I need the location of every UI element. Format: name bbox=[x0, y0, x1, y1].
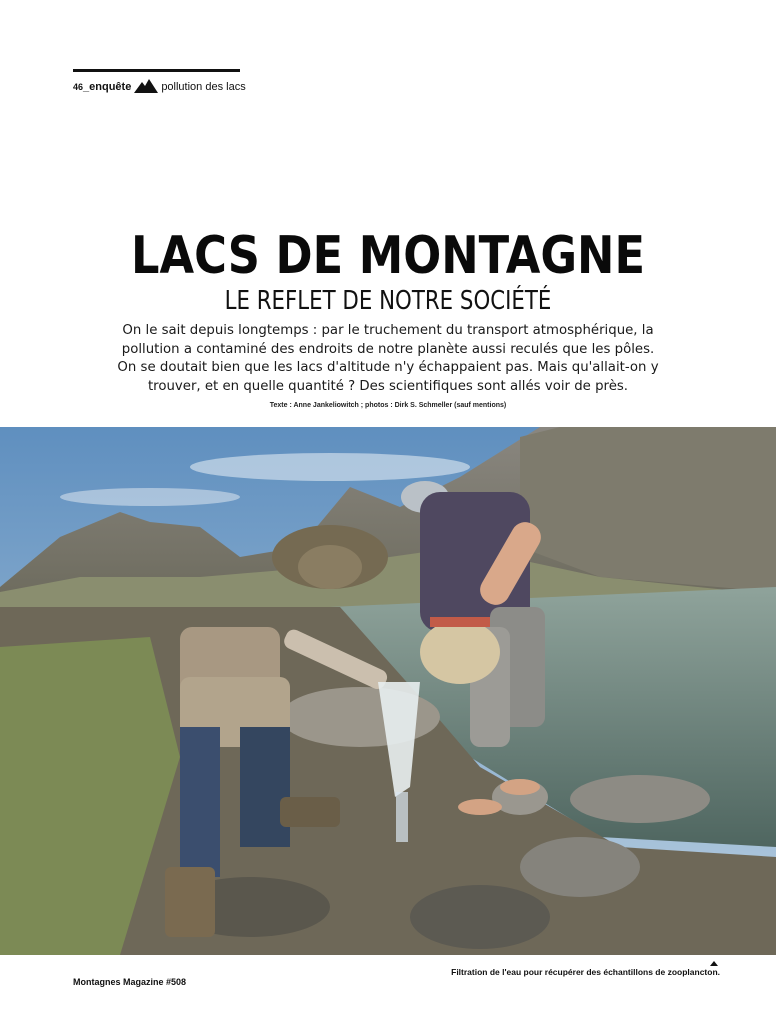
section-topic: pollution des lacs bbox=[161, 81, 246, 93]
magazine-footer: Montagnes Magazine #508 bbox=[73, 977, 187, 987]
mountain-icon bbox=[134, 79, 158, 93]
intro-line: pollution a contaminé des endroits de notre planète aussi reculés que les pôles. bbox=[121, 341, 655, 357]
page-number: 46 bbox=[73, 82, 84, 92]
article-title: LACS DE MONTAGNE bbox=[130, 226, 646, 286]
intro-line: On le sait depuis longtemps : par le truchement du transport atmosphérique, la bbox=[122, 323, 654, 338]
caption-pointer bbox=[710, 961, 718, 966]
article-intro bbox=[100, 322, 676, 396]
section-keyword: _enquête bbox=[83, 81, 132, 93]
photo-caption: Filtration de l'eau pour récupérer des échantillons de zooplancton. bbox=[451, 967, 720, 977]
section-header bbox=[73, 78, 246, 96]
article-subtitle: LE REFLET DE NOTRE SOCIÉTÉ bbox=[224, 286, 552, 316]
lake-photo-illustration bbox=[0, 427, 776, 955]
intro-line: On se doutait bien que les lacs d'altitude n'y échappaient pas. Mais qu'allait-on y bbox=[117, 360, 659, 375]
intro-line: trouver, et en quelle quantité ? Des scientifiques sont allés voir de près. bbox=[147, 378, 629, 394]
article-credit: Texte : Anne Jankeliowitch ; photos : Dirk S. Schmeller (sauf mentions) bbox=[269, 402, 507, 409]
header-rule bbox=[73, 69, 240, 72]
lake-photo bbox=[0, 427, 776, 955]
